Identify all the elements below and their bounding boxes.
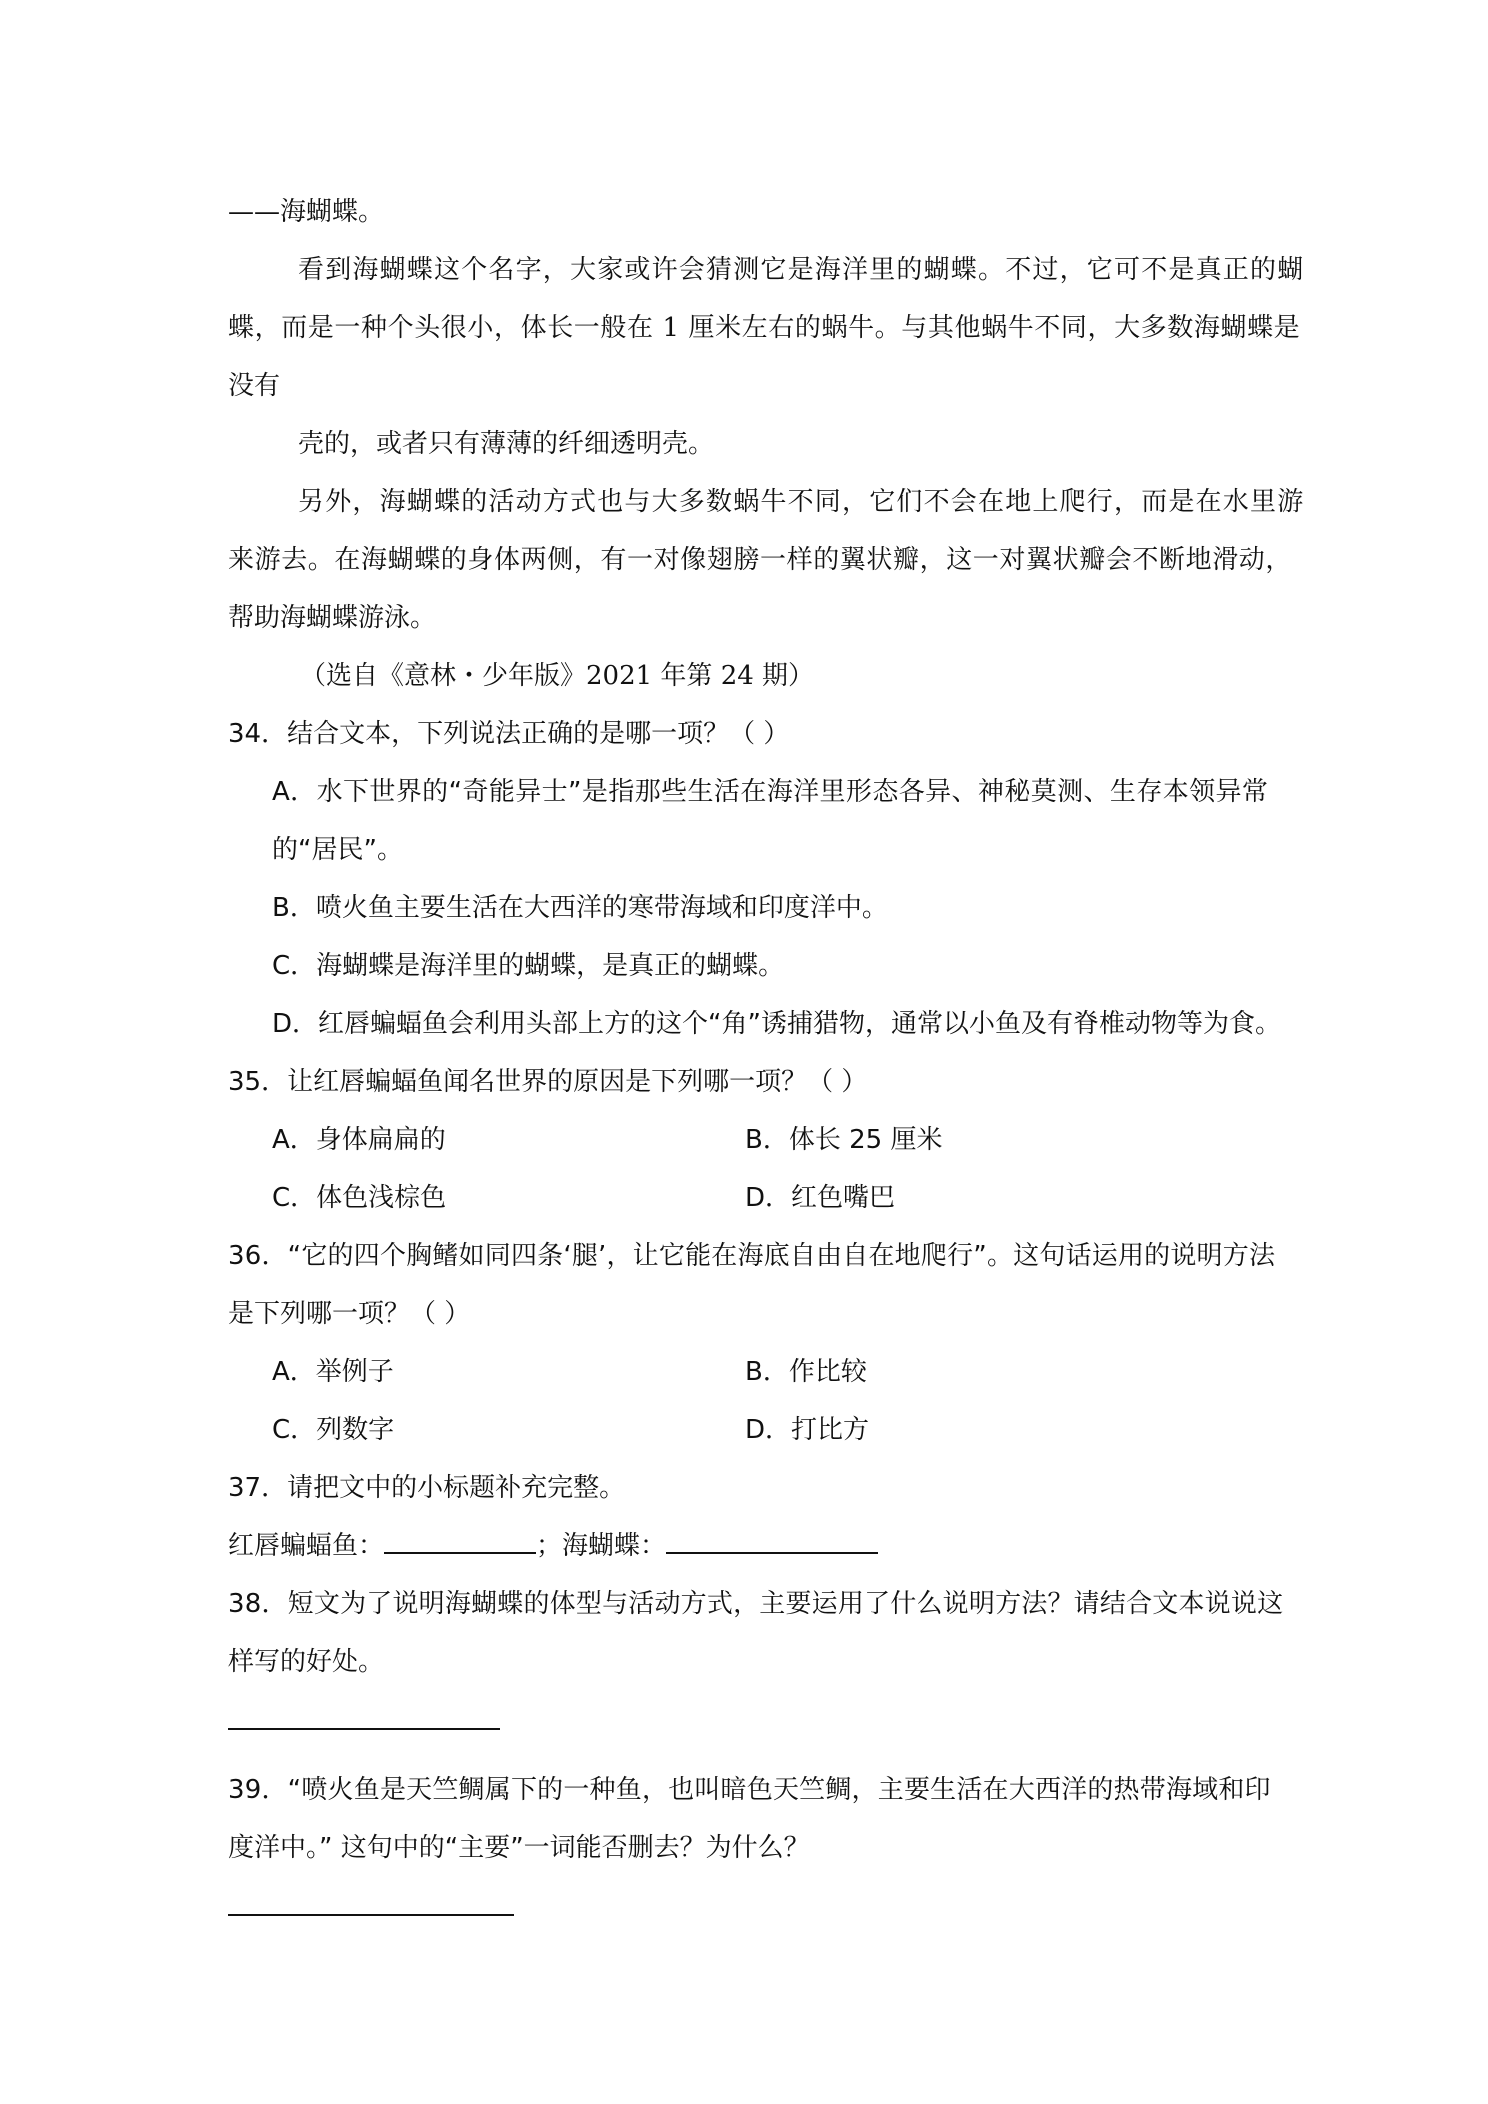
passage-line-3: 蝶，而是一种个头很小，体长一般在 1 厘米左右的蜗牛。与其他蜗牛不同，大多数海蝴蝶是 [228, 313, 1301, 343]
passage-line-1: ——海蝴蝶。 [228, 197, 385, 227]
question-35-stem: 35．让红唇蝙蝠鱼闻名世界的原因是下列哪一项？（ ） [228, 1067, 868, 1097]
passage-line-5: 壳的，或者只有薄薄的纤细透明壳。 [298, 429, 715, 459]
passage-line-7: 来游去。在海蝴蝶的身体两侧，有一对像翅膀一样的翼状瓣，这一对翼状瓣会不断地滑动， [228, 545, 1293, 575]
question-36-option-d: D．打比方 [745, 1415, 870, 1445]
question-38-stem-line1: 38．短文为了说明海蝴蝶的体型与活动方式，主要运用了什么说明方法？请结合文本说说这 [228, 1589, 1284, 1619]
question-36-stem-line2: 是下列哪一项？（ ） [228, 1299, 471, 1329]
question-35-option-b: B．体长 25 厘米 [745, 1125, 943, 1155]
passage-line-6: 另外，海蝴蝶的活动方式也与大多数蜗牛不同，它们不会在地上爬行，而是在水里游 [298, 487, 1305, 517]
question-38-answer-line[interactable] [228, 1728, 500, 1730]
question-37-stem: 37．请把文中的小标题补充完整。 [228, 1473, 626, 1503]
question-37-blank-1[interactable] [384, 1526, 536, 1554]
question-39-stem-line2: 度洋中。” 这句中的“主要”一词能否删去？为什么？ [228, 1833, 810, 1863]
question-37-label-sea-butterfly: ；海蝴蝶： [536, 1531, 667, 1561]
question-35-option-a: A．身体扁扁的 [272, 1125, 446, 1155]
passage-line-2: 看到海蝴蝶这个名字，大家或许会猜测它是海洋里的蝴蝶。不过，它可不是真正的蝴 [298, 255, 1305, 285]
question-36-option-b: B．作比较 [745, 1357, 867, 1387]
question-37-answer-line [228, 1526, 878, 1566]
question-34-option-c: C．海蝴蝶是海洋里的蝴蝶，是真正的蝴蝶。 [272, 951, 785, 981]
question-36-stem-line1: 36．“它的四个胸鳍如同四条‘腿’，让它能在海底自由自在地爬行”。这句话运用的说明方法 [228, 1241, 1276, 1271]
question-36-option-a: A．举例子 [272, 1357, 394, 1387]
question-39-stem-line1: 39．“喷火鱼是天竺鲷属下的一种鱼，也叫暗色天竺鲷，主要生活在大西洋的热带海域和印 [228, 1775, 1271, 1805]
question-34-stem: 34．结合文本，下列说法正确的是哪一项？（ ） [228, 719, 790, 749]
question-36-option-c: C．列数字 [272, 1415, 395, 1445]
question-39-answer-line[interactable] [228, 1914, 514, 1916]
passage-line-8: 帮助海蝴蝶游泳。 [228, 603, 437, 633]
question-37-label-bat-fish: 红唇蝙蝠鱼： [228, 1531, 385, 1561]
question-34-option-d: D．红唇蝙蝠鱼会利用头部上方的这个“角”诱捕猎物，通常以小鱼及有脊椎动物等为食。 [272, 1009, 1281, 1039]
question-34-option-b: B．喷火鱼主要生活在大西洋的寒带海域和印度洋中。 [272, 893, 888, 923]
question-38-stem-line2: 样写的好处。 [228, 1647, 385, 1677]
passage-source: （选自《意林・少年版》2021 年第 24 期） [300, 661, 815, 691]
question-34-option-a-line1: A．水下世界的“奇能异士”是指那些生活在海洋里形态各异、神秘莫测、生存本领异常 [272, 777, 1269, 807]
passage-line-4: 没有 [228, 371, 281, 401]
question-35-option-d: D．红色嘴巴 [745, 1183, 896, 1213]
question-35-option-c: C．体色浅棕色 [272, 1183, 447, 1213]
question-37-blank-2[interactable] [666, 1526, 878, 1554]
question-34-option-a-line2: 的“居民”。 [272, 835, 403, 865]
